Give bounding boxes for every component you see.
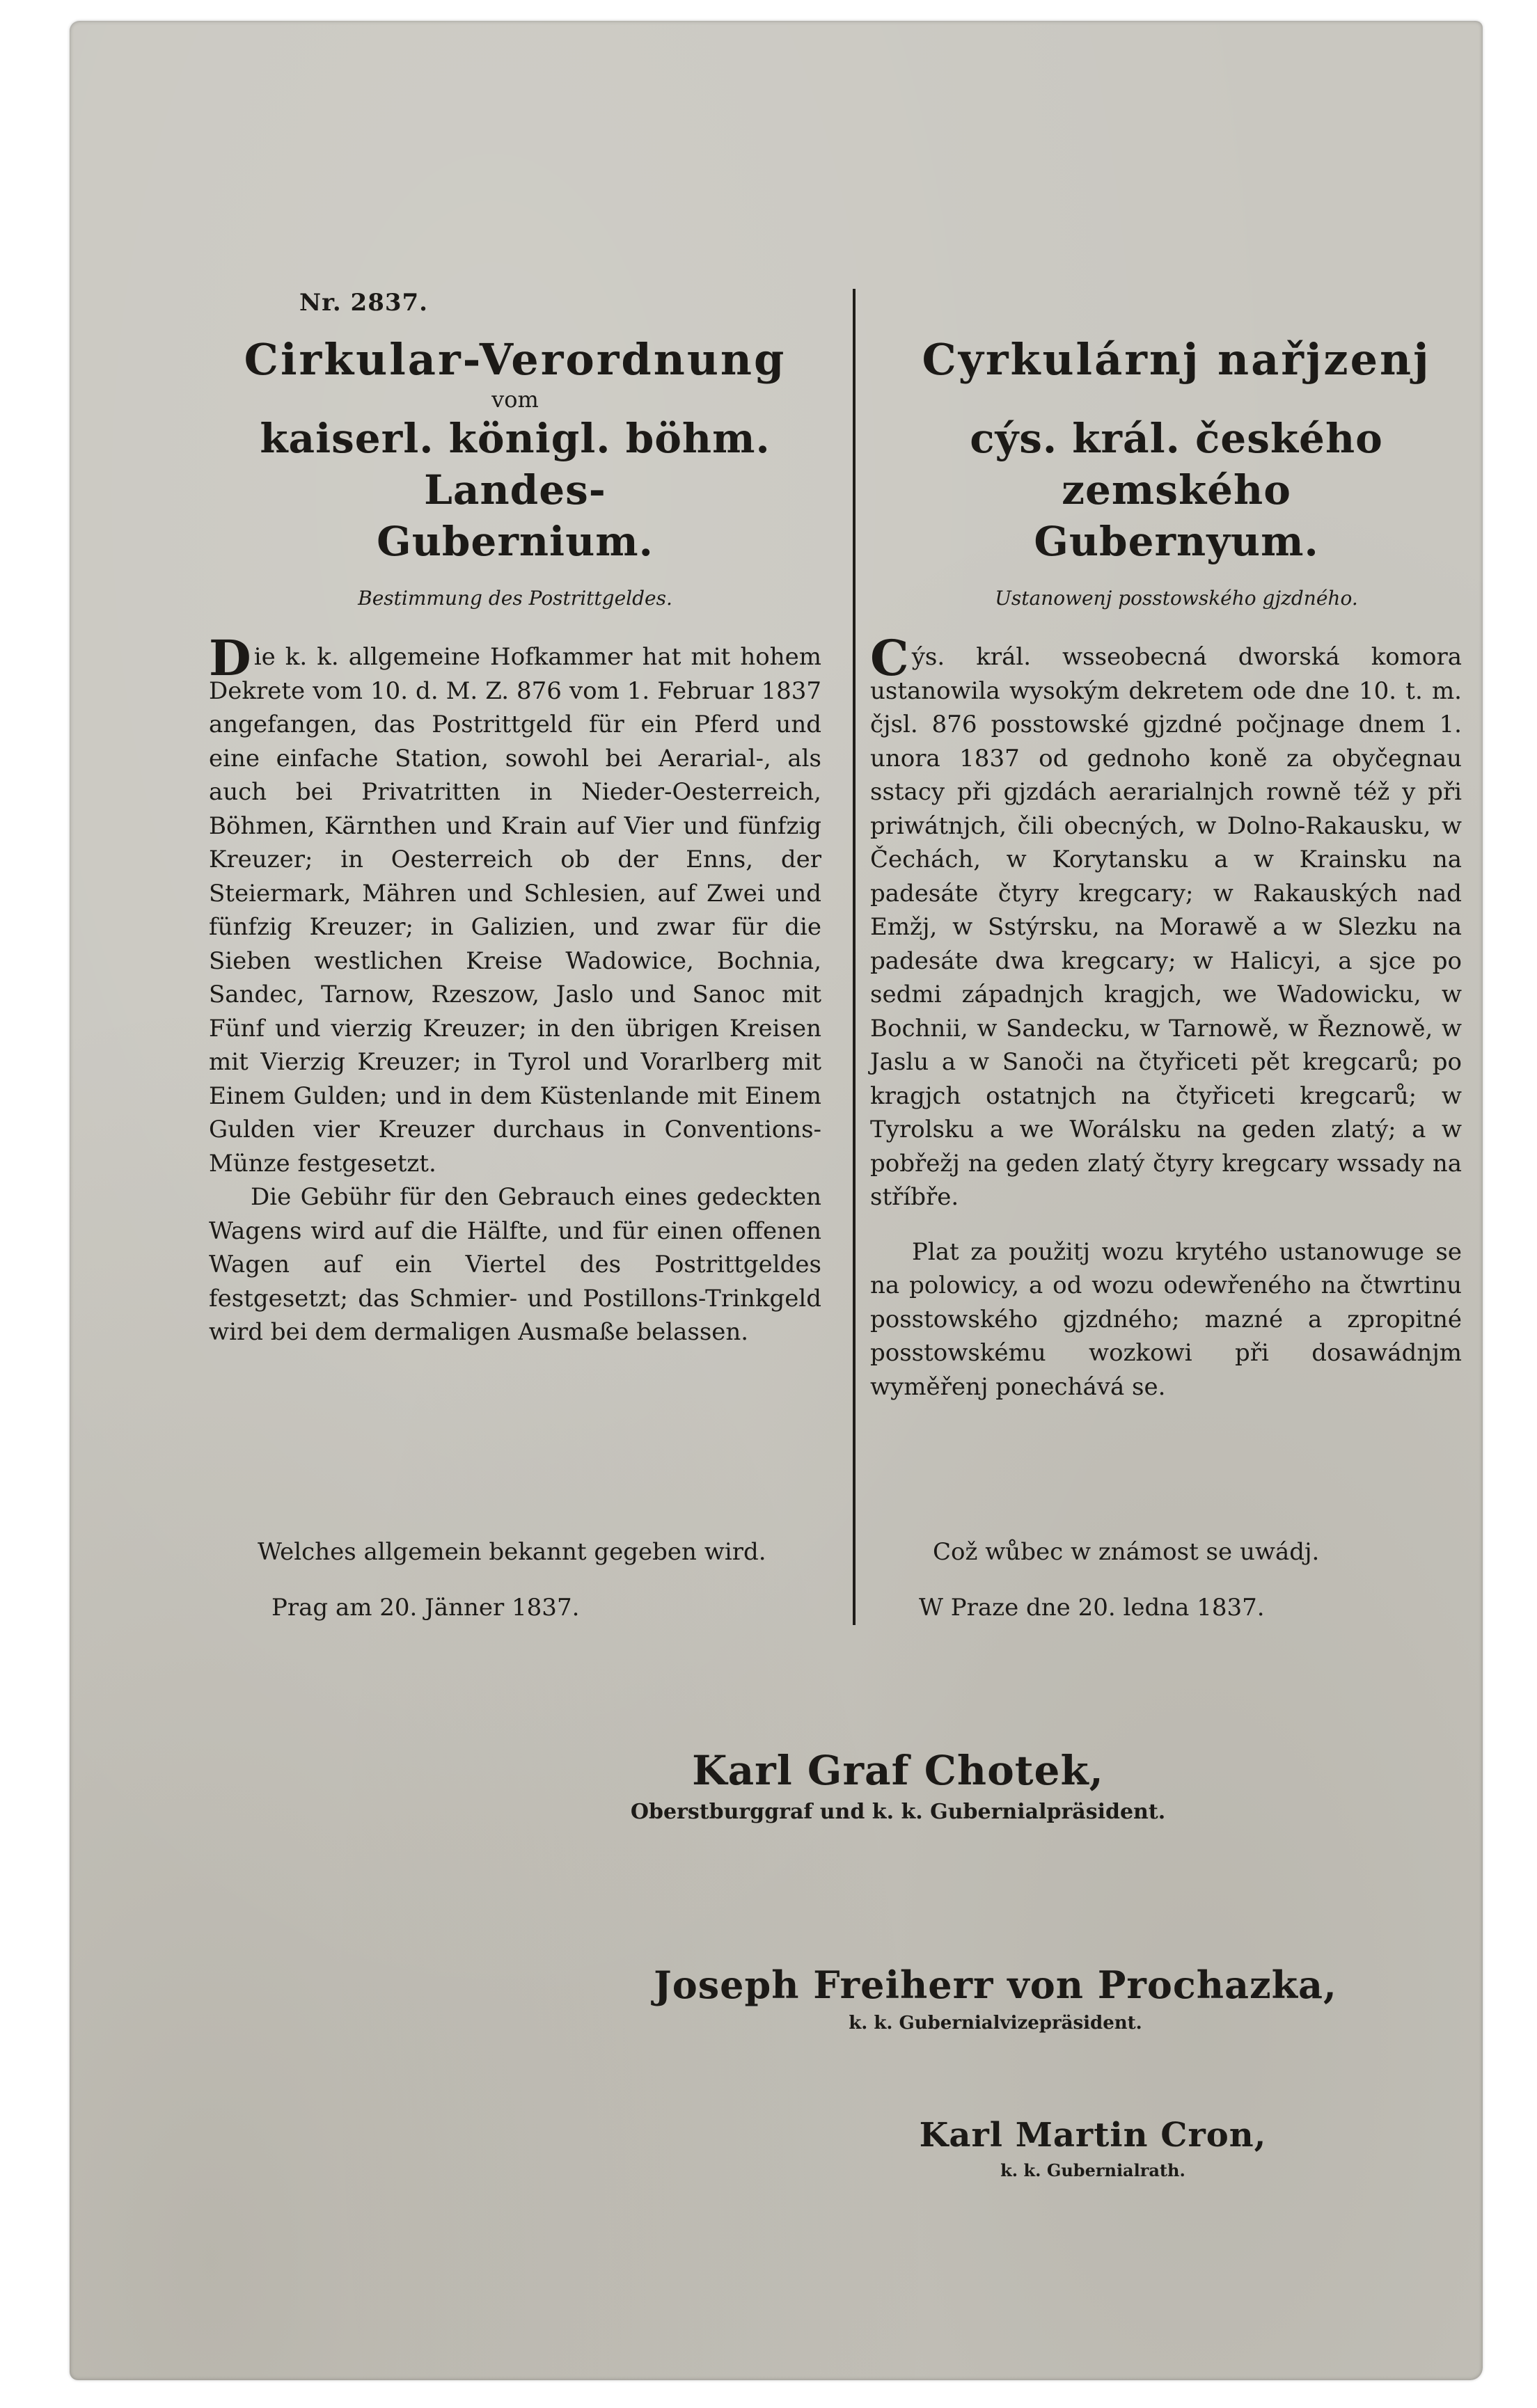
left-dropcap: D xyxy=(209,629,251,687)
paper-sheet xyxy=(70,21,1483,2380)
signature-3-name: Karl Martin Cron, xyxy=(919,2116,1267,2155)
signature-1 xyxy=(515,1747,1281,1824)
left-body xyxy=(209,629,821,1349)
right-paragraph-1 xyxy=(870,629,1462,1214)
right-paragraph-2: Plat za použitj wozu krytého ustanowuge se na polowicy, a od wozu odewřeného na čtwrtinu posstowského gjzdného; mazné a zpropitné posstowskému wozkowi při dosawádnjm wyměřenj ponechává se. xyxy=(870,1237,1462,1401)
signature-2-title: k. k. Gubernialvizepräsident. xyxy=(849,2013,1142,2034)
signature-1-name: Karl Graf Chotek, xyxy=(692,1747,1104,1794)
left-subject: Bestimmung des Postrittgeldes. xyxy=(358,587,672,610)
right-issuer-line2: Gubernyum. xyxy=(1034,518,1319,565)
right-place-date: W Praze dne 20. ledna 1837. xyxy=(919,1594,1265,1622)
right-title-block xyxy=(870,334,1483,610)
document-number: Nr. 2837. xyxy=(299,289,429,317)
right-subject: Ustanowenj posstowského gjzdného. xyxy=(995,587,1358,610)
signature-3-title: k. k. Gubernialrath. xyxy=(1000,2160,1185,2180)
column-divider xyxy=(853,289,856,1625)
left-issuer-line2: Gubernium. xyxy=(377,518,654,565)
left-title-block xyxy=(209,334,821,610)
left-paragraph-1 xyxy=(209,629,821,1180)
signature-1-title: Oberstburggraf und k. k. Gubernialpräsident. xyxy=(630,1800,1166,1824)
left-paragraph-2: Die Gebühr für den Gebrauch eines gedeckten Wagens wird auf die Hälfte, und für einen offenen Wagen auf ein Viertel des Postrittgeldes festgesetzt; das Schmier- und Postillons-Trinkgeld wird bei dem dermaligen Ausmaße belassen. xyxy=(209,1183,821,1346)
right-paragraph-1-text: ýs. král. wsseobecná dworská komora ustanowila wysokým dekretem ode dne 10. t. m. čjsl. 876 posstowské gjzdné počjnage dnem 1. unora 1837 od gednoho koně za obyčegnau sstacy při gjzdách aerarialnjch rowně též y při priwátnjch, čili obecných, w Dolno-Rakausku, w Čechách, w Korytansku a w Krainsku na padesáte čtyry kregcary; w Rakauských nad Emžj, w Sstýrsku, na Morawě a w Slezku na padesáte dwa kregcary; w Halicyi, a sjce po sedmi západnjch kragjch, we Wadowicku, w Bochnii, w Sandecku, w Tarnowě, w Řeznowě, w Jaslu a w Sanoči na čtyřiceti pět kregcarů; po kragjch ostatnjch na čtyřiceti kregcarů; w Tyrolsku a we Worálsku na geden zlatý; a w pobřežj na geden zlatý čtyry kregcary wssady na stříbře. xyxy=(870,643,1462,1211)
left-paragraph-1-text: ie k. k. allgemeine Hofkammer hat mit hohem Dekrete vom 10. d. M. Z. 876 vom 1. Februar 1837 angefangen, das Postrittgeld für ein Pferd und eine einfache Station, sowohl bei Aerarial-, als auch bei Privatritten in Nieder-Oesterreich, Böhmen, Kärnthen und Krain auf Vier und fünfzig Kreuzer; in Oesterreich ob der Enns, der Steiermark, Mähren und Schlesien, auf Zwei und fünfzig Kreuzer; in Galizien, und zwar für die Sieben westlichen Kreise Wadowice, Bochnia, Sandec, Tarnow, Rzeszow, Jaslo und Sanoc mit Fünf und vierzig Kreuzer; in den übrigen Kreisen mit Vierzig Kreuzer; in Tyrol und Vorarlberg mit Einem Gulden; und in dem Küstenlande mit Einem Gulden vier Kreuzer durchaus in Conventions-Münze festgesetzt. xyxy=(209,643,821,1178)
right-closing: Což wůbec w známost se uwádj. xyxy=(933,1538,1320,1566)
right-title: Cyrkulárnj nařjzenj xyxy=(922,334,1431,385)
right-issuer-line1: cýs. král. českého zemského xyxy=(970,415,1383,514)
signature-3 xyxy=(849,2116,1337,2180)
left-title-connector: vom xyxy=(491,386,539,413)
left-place-date: Prag am 20. Jänner 1837. xyxy=(271,1594,580,1622)
signature-2 xyxy=(647,1963,1343,2034)
signature-2-name: Joseph Freiherr von Prochazka, xyxy=(654,1963,1337,2007)
left-issuer-line1: kaiserl. königl. böhm. Landes- xyxy=(260,415,771,514)
left-closing: Welches allgemein bekannt gegeben wird. xyxy=(258,1538,766,1566)
right-body xyxy=(870,629,1462,1404)
right-dropcap: C xyxy=(870,629,909,687)
left-title: Cirkular-Verordnung xyxy=(244,334,787,385)
